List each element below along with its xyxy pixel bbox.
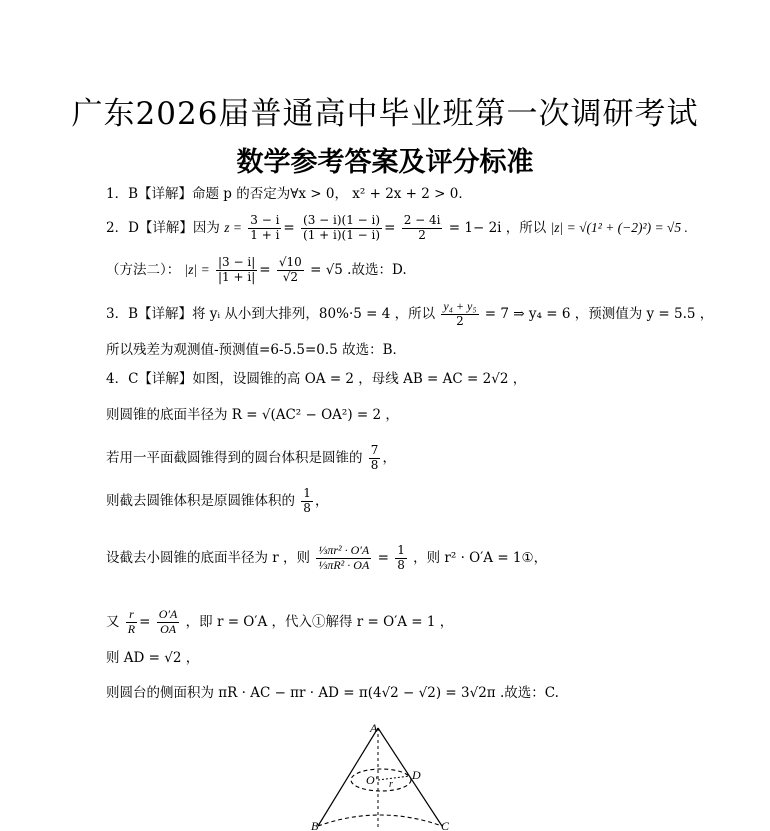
label-r: r [389, 779, 393, 790]
answer-2-alt: （方法二）： |z| = $\frac{|3 - i|}{|1 + i|}$ = $\frac{√10}{√2}$ = √5 .故选：D. [106, 255, 407, 284]
fraction-numerator: 1 [397, 543, 405, 557]
answer-4-c [106, 444, 396, 473]
fraction-numerator: y₄ + y₅ [443, 299, 477, 313]
document-subtitle: 数学参考答案及评分标准 [236, 147, 534, 178]
fraction [301, 487, 313, 516]
cone-right-edge [378, 728, 442, 826]
document-title: 广东2026届普通高中毕业班第一次调研考试 [71, 96, 699, 132]
section-radius [378, 776, 410, 780]
answer-4-c-text: 若用一平面截圆锥得到的圆台体积是圆锥的 [106, 449, 363, 466]
fraction [441, 300, 478, 329]
answer-2: 2．D【详解】因为 z = $\frac{3 - i}{1 + i}$ = $\frac{(3 - i)(1 - i)}{(1 + i)(1 - i)}$ = $\frac{2 - 4i}{2}$ = 1− 2i ，所以 |z| = √(1² + (−2)²) = √5 . [106, 213, 688, 242]
answer-4-d-tail: ， [314, 492, 329, 509]
label-D: D [412, 768, 421, 782]
fraction [301, 214, 382, 243]
answer-3-a: 3．B【详解】将 yᵢ 从小到大排列，80%·5 = 4 ，所以 [106, 305, 436, 322]
fraction [369, 444, 381, 473]
answer-4-e-text: 设截去小圆锥的底面半径为 r ，则 [106, 549, 311, 566]
fraction-numerator: ⅓πr² · O′A [316, 544, 371, 559]
answer-2-tail1: = 1− 2i ，所以 [448, 219, 547, 236]
answer-4-d [106, 487, 328, 516]
answer-3-b: = 7 ⇒ y₄ = 6 ，预测值为 y = 5.5 ， [484, 305, 714, 322]
fraction-numerator: 3 − i [250, 213, 280, 227]
answer-2-alt-abs: |z| = [184, 261, 210, 277]
fraction-denominator: |1 + i| [218, 269, 256, 284]
fraction-denominator: √2 [282, 269, 298, 284]
answer-4-b: 则圆锥的底面半径为 R = √(AC² − OA²) = 2 ， [106, 407, 399, 423]
fraction-denominator: OA [160, 621, 177, 636]
cone-figure [300, 718, 470, 831]
fraction-denominator: ⅓πR² · OA [318, 557, 370, 572]
fraction-denominator: 8 [370, 457, 379, 472]
answer-2-alt-prefix: （方法二）： [106, 261, 181, 278]
answer-3 [106, 300, 713, 329]
fraction [216, 256, 257, 285]
answer-4-a: 4．C【详解】如图，设圆锥的高 OA = 2 ，母线 AB = AC = 2√2 ， [106, 371, 527, 387]
answer-4-f-tail: ，即 r = O′A ，代入①解得 r = O′A = 1 ， [185, 613, 454, 630]
answer-4-f-pre: 又 [106, 613, 120, 630]
label-B: B [311, 819, 319, 831]
fraction-denominator: 8 [397, 557, 405, 572]
fraction-numerator: O′A [158, 607, 178, 621]
fraction-denominator: 8 [303, 500, 311, 515]
fraction-denominator: (1 + i)(1 − i) [303, 227, 381, 242]
fraction [277, 256, 304, 285]
answer-2-prefix: 2．D【详解】因为 [106, 219, 220, 236]
fraction [402, 214, 443, 243]
answer-2-z: z = [224, 219, 242, 235]
answer-4-e [106, 544, 547, 573]
fraction [157, 608, 180, 637]
answer-4-h: 则圆台的侧面积为 πR · AC − πr · AD = π(4√2 − √2) = 3√2π .故选：C. [106, 685, 559, 701]
answer-4-f: 又 $\frac{r}{R}$ = $\frac{O'A}{OA}$ ，即 r = O′A ，代入①解得 r = O′A = 1 ， [106, 607, 454, 636]
fraction-denominator: 2 [418, 227, 426, 242]
fraction [126, 608, 137, 637]
fraction-denominator: R [127, 621, 136, 636]
label-C: C [441, 819, 450, 831]
answer-2-tail2: |z| = √(1² + (−2)²) = √5 . [550, 219, 688, 235]
fraction-numerator: |3 − i| [218, 255, 256, 269]
fraction-numerator: r [126, 608, 137, 623]
base-ellipse-back [318, 815, 442, 826]
answer-3-c: 所以残差为观测值-预测值=6-5.5=0.5 故选：B． [106, 342, 406, 358]
fraction-numerator: 7 [370, 443, 379, 457]
answer-2-alt-tail: = √5 .故选：D. [310, 261, 407, 278]
answer-1: 1．B【详解】命题 p 的否定为∀x > 0， x² + 2x + 2 > 0． [106, 186, 472, 202]
fraction-denominator: 2 [456, 313, 464, 328]
answer-4-c-tail: ， [382, 449, 396, 466]
fraction [395, 544, 407, 573]
fraction-numerator: 2 − 4i [403, 213, 441, 227]
answer-4-d-text: 则截去圆锥体积是原圆锥体积的 [106, 492, 295, 509]
fraction [316, 544, 371, 573]
section-ellipse [351, 769, 411, 791]
label-A: A [370, 721, 378, 735]
fraction [248, 214, 281, 243]
answer-4-e-eq: = [377, 549, 389, 566]
fraction-numerator: (3 − i)(1 − i) [303, 213, 381, 227]
label-O1: O' [366, 773, 378, 787]
answer-4-e-tail: ，则 r² · O′A = 1①， [413, 549, 548, 566]
fraction-denominator: 1 + i [250, 227, 280, 242]
answer-4-g: 则 AD = √2 ， [106, 650, 200, 666]
fraction-numerator: √10 [278, 255, 302, 269]
fraction-numerator: 1 [303, 486, 311, 500]
